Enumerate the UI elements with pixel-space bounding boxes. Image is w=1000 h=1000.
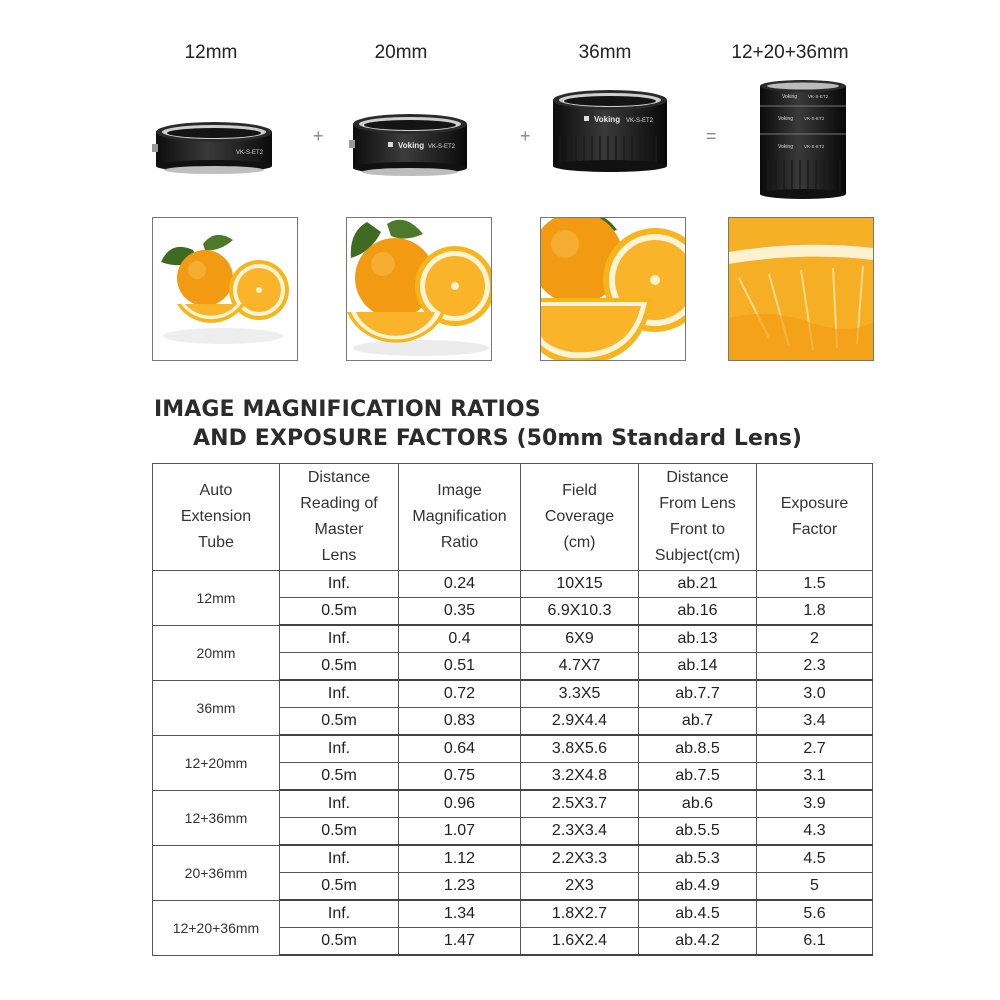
plus-sign: + — [520, 126, 531, 146]
sample-photo-12mm — [152, 217, 298, 361]
subject-distance-cell: ab.5.5 — [639, 818, 757, 846]
subject-distance-cell: ab.4.5 — [639, 900, 757, 928]
coverage-cell: 3.3X5 — [521, 680, 639, 708]
table-row — [153, 900, 873, 928]
subject-distance-cell: ab.7.5 — [639, 763, 757, 791]
table-row — [153, 680, 873, 708]
extension-tube-36mm — [548, 86, 670, 176]
subject-distance-cell: ab.4.9 — [639, 873, 757, 901]
ratio-cell: 1.23 — [399, 873, 521, 901]
extension-tube-12mm — [150, 118, 274, 176]
exposure-cell: 1.8 — [757, 598, 873, 626]
distance-cell: Inf. — [280, 900, 399, 928]
coverage-cell: 6X9 — [521, 625, 639, 653]
exposure-cell: 4.3 — [757, 818, 873, 846]
ratio-cell: 1.34 — [399, 900, 521, 928]
plus-sign: + — [313, 126, 324, 146]
subject-distance-cell: ab.16 — [639, 598, 757, 626]
tube-brand-text: Voking — [398, 141, 425, 150]
tube-cell: 20mm — [153, 625, 280, 680]
exposure-cell: 5.6 — [757, 900, 873, 928]
tube-model-text: VK-S-ET2 — [236, 150, 264, 156]
distance-cell: 0.5m — [280, 653, 399, 681]
exposure-cell: 2 — [757, 625, 873, 653]
tube-cell: 36mm — [153, 680, 280, 735]
orange-photo-image — [541, 218, 685, 360]
exposure-cell: 5 — [757, 873, 873, 901]
tube-cell: 12+36mm — [153, 790, 280, 845]
header-distance-reading: Distance Reading of Master Lens — [280, 464, 399, 571]
ratio-cell: 0.72 — [399, 680, 521, 708]
coverage-cell: 2.9X4.4 — [521, 708, 639, 736]
tube-cell: 20+36mm — [153, 845, 280, 900]
extension-tube-stack — [756, 78, 850, 202]
sample-photo-36mm — [540, 217, 686, 361]
header-magnification-ratio: Image Magnification Ratio — [399, 464, 521, 571]
subject-distance-cell: ab.14 — [639, 653, 757, 681]
ratio-cell: 0.96 — [399, 790, 521, 818]
exposure-cell: 6.1 — [757, 928, 873, 956]
exposure-cell: 4.5 — [757, 845, 873, 873]
ratio-cell: 0.64 — [399, 735, 521, 763]
coverage-cell: 3.2X4.8 — [521, 763, 639, 791]
distance-cell: 0.5m — [280, 598, 399, 626]
header-field-coverage: Field Coverage (cm) — [521, 464, 639, 571]
coverage-cell: 2.2X3.3 — [521, 845, 639, 873]
subject-distance-cell: ab.7 — [639, 708, 757, 736]
ratio-cell: 1.07 — [399, 818, 521, 846]
subject-distance-cell: ab.7.7 — [639, 680, 757, 708]
exposure-cell: 3.9 — [757, 790, 873, 818]
orange-photo-image — [347, 218, 491, 360]
table-row — [153, 790, 873, 818]
coverage-cell: 1.8X2.7 — [521, 900, 639, 928]
ratio-cell: 0.24 — [399, 571, 521, 598]
distance-cell: 0.5m — [280, 818, 399, 846]
ratio-cell: 0.75 — [399, 763, 521, 791]
table-title-line-1: IMAGE MAGNIFICATION RATIOS — [154, 397, 541, 422]
subject-distance-cell: ab.4.2 — [639, 928, 757, 956]
exposure-cell: 3.1 — [757, 763, 873, 791]
distance-cell: Inf. — [280, 845, 399, 873]
tube-brand-text: Voking — [778, 144, 794, 150]
ratio-cell: 0.35 — [399, 598, 521, 626]
label-12mm: 12mm — [184, 42, 238, 63]
ratio-cell: 0.4 — [399, 625, 521, 653]
tube-model-text: VK-S-ET2 — [808, 94, 829, 99]
subject-distance-cell: ab.5.3 — [639, 845, 757, 873]
ratio-cell: 1.47 — [399, 928, 521, 956]
label-combined: 12+20+36mm — [731, 42, 849, 63]
distance-cell: Inf. — [280, 625, 399, 653]
exposure-cell: 1.5 — [757, 571, 873, 598]
coverage-cell: 3.8X5.6 — [521, 735, 639, 763]
tube-brand-text: Voking — [782, 94, 798, 100]
tube-model-text: VK-S-ET2 — [626, 118, 654, 124]
sample-photo-combined — [728, 217, 874, 361]
coverage-cell: 2.5X3.7 — [521, 790, 639, 818]
tube-model-text: VK-S-ET2 — [428, 144, 456, 150]
tube-model-text: VK-S-ET2 — [804, 116, 825, 121]
coverage-cell: 1.6X2.4 — [521, 928, 639, 956]
tube-model-text: VK-S-ET2 — [804, 144, 825, 149]
table-row — [153, 845, 873, 873]
exposure-cell: 3.0 — [757, 680, 873, 708]
table-row — [153, 735, 873, 763]
coverage-cell: 10X15 — [521, 571, 639, 598]
ratio-cell: 1.12 — [399, 845, 521, 873]
label-36mm: 36mm — [578, 42, 632, 63]
distance-cell: Inf. — [280, 735, 399, 763]
exposure-cell: 2.7 — [757, 735, 873, 763]
coverage-cell: 2.3X3.4 — [521, 818, 639, 846]
equals-sign: = — [706, 126, 717, 146]
distance-cell: 0.5m — [280, 928, 399, 956]
table-title-line-2: AND EXPOSURE FACTORS (50mm Standard Lens) — [193, 426, 803, 451]
header-auto-extension-tube: Auto Extension Tube — [153, 464, 280, 571]
distance-cell: Inf. — [280, 790, 399, 818]
header-exposure-factor: Exposure Factor — [757, 464, 873, 571]
table-row — [153, 571, 873, 598]
coverage-cell: 2X3 — [521, 873, 639, 901]
tube-brand-text: Voking — [778, 116, 794, 122]
orange-photo-image — [153, 218, 297, 360]
header-distance-to-subject: Distance From Lens Front to Subject(cm) — [639, 464, 757, 571]
distance-cell: Inf. — [280, 571, 399, 598]
coverage-cell: 6.9X10.3 — [521, 598, 639, 626]
label-20mm: 20mm — [374, 42, 428, 63]
tube-brand-text: Voking — [594, 115, 621, 124]
magnification-table — [152, 463, 873, 956]
subject-distance-cell: ab.21 — [639, 571, 757, 598]
table-row — [153, 625, 873, 653]
distance-cell: Inf. — [280, 680, 399, 708]
coverage-cell: 4.7X7 — [521, 653, 639, 681]
extension-tube-20mm — [348, 110, 470, 178]
tube-cell: 12+20mm — [153, 735, 280, 790]
ratio-cell: 0.51 — [399, 653, 521, 681]
ratio-cell: 0.83 — [399, 708, 521, 736]
subject-distance-cell: ab.8.5 — [639, 735, 757, 763]
distance-cell: 0.5m — [280, 763, 399, 791]
distance-cell: 0.5m — [280, 873, 399, 901]
table-header-row — [153, 464, 873, 571]
subject-distance-cell: ab.13 — [639, 625, 757, 653]
distance-cell: 0.5m — [280, 708, 399, 736]
sample-photo-20mm — [346, 217, 492, 361]
subject-distance-cell: ab.6 — [639, 790, 757, 818]
exposure-cell: 2.3 — [757, 653, 873, 681]
exposure-cell: 3.4 — [757, 708, 873, 736]
tube-cell: 12+20+36mm — [153, 900, 280, 955]
orange-photo-image — [729, 218, 873, 360]
tube-cell: 12mm — [153, 571, 280, 626]
